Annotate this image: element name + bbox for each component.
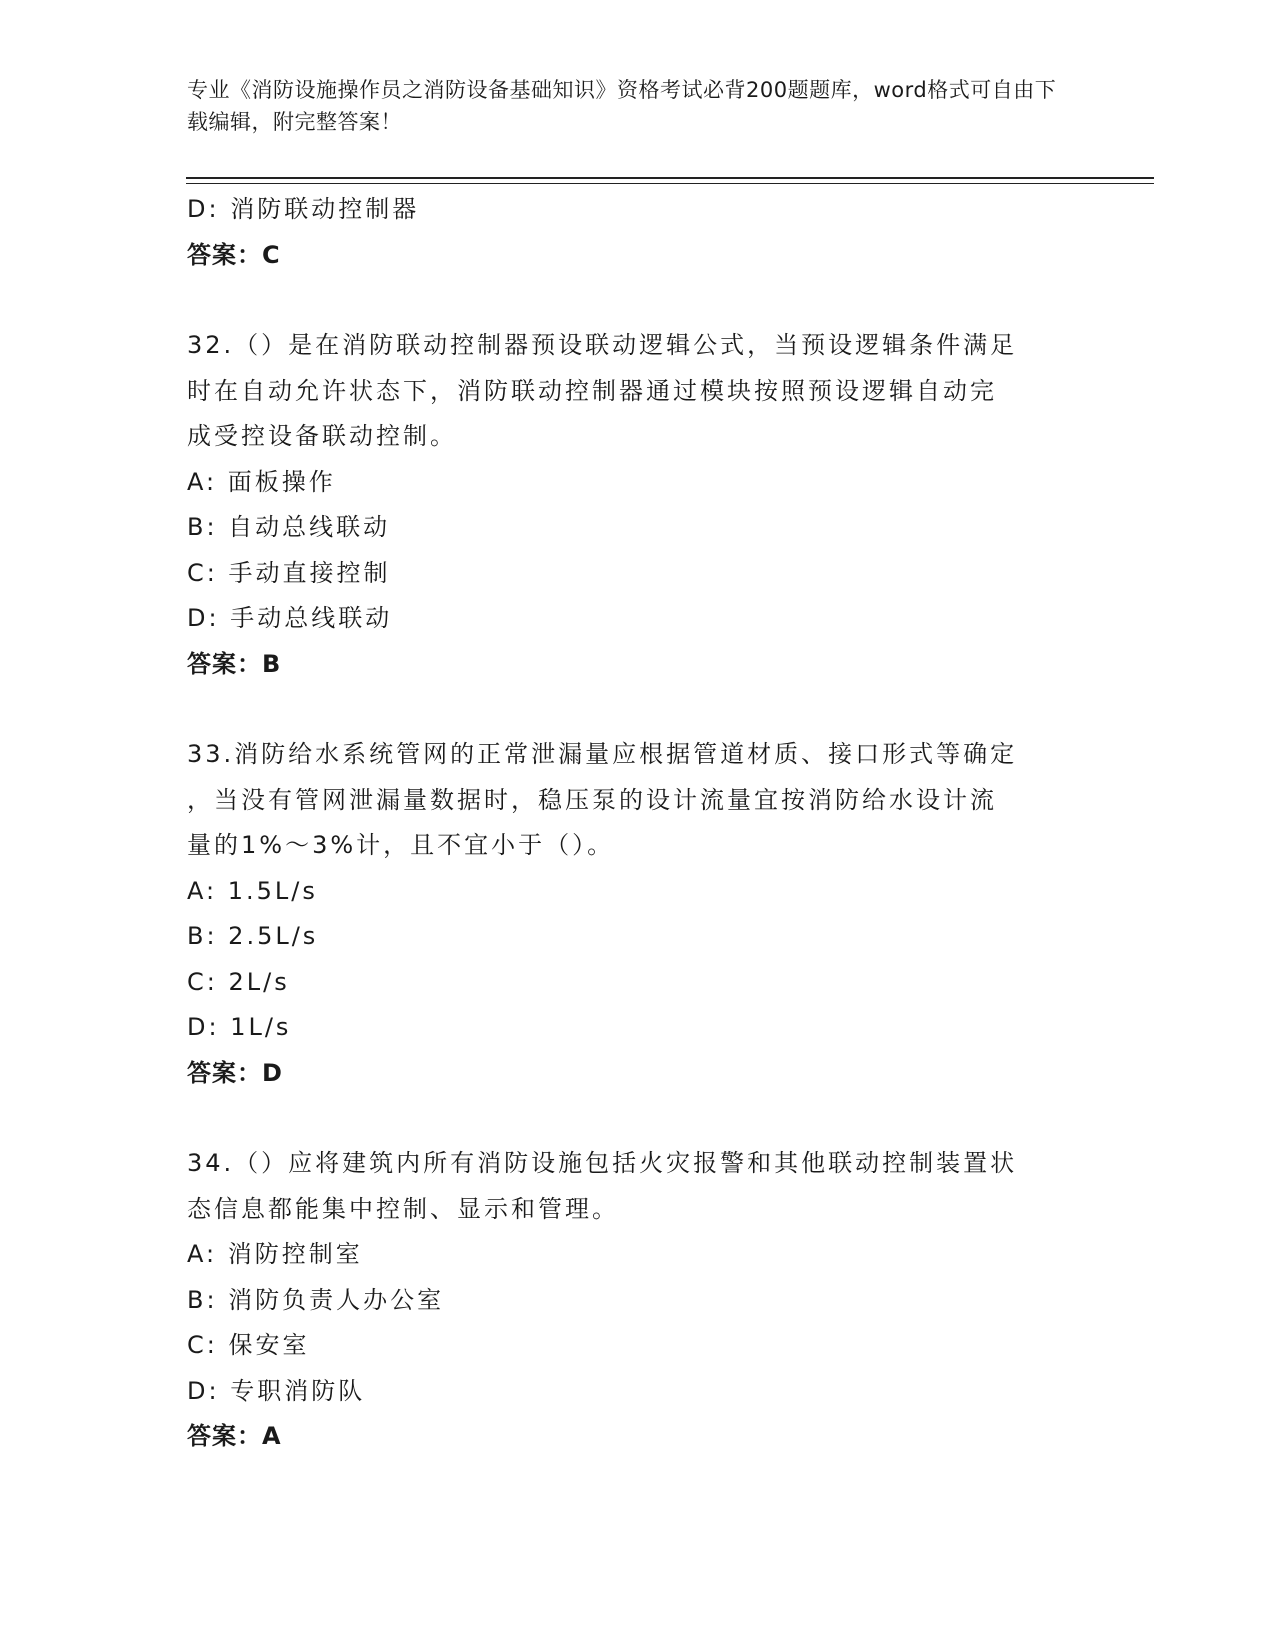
option-a: A: 1.5L/s xyxy=(187,876,318,905)
question-33 xyxy=(187,732,1087,1096)
option-d: D: 消防联动控制器 xyxy=(187,195,420,223)
option-b: B: 2.5L/s xyxy=(187,922,319,950)
option-c: C: 2L/s xyxy=(187,967,290,996)
spacer xyxy=(187,1096,1087,1141)
answer-line: 答案：B xyxy=(187,649,282,678)
option-b: B: 消防负责人办公室 xyxy=(187,1285,445,1314)
option-a: A: 消防控制室 xyxy=(187,1240,363,1268)
question-list xyxy=(187,187,1087,1460)
previous-question-tail xyxy=(187,187,1087,278)
header-divider-thick xyxy=(186,177,1154,179)
answer-line: 答案：C xyxy=(187,240,281,269)
question-stem-line: 成受控设备联动控制。 xyxy=(187,422,457,450)
option-d: D: 手动总线联动 xyxy=(187,604,393,632)
option-c: C: 手动直接控制 xyxy=(187,558,391,587)
option-d: D: 1L/s xyxy=(187,1013,292,1041)
header-divider-thin xyxy=(186,183,1154,184)
question-stem-line: 量的1%～3%计，且不宜小于（）。 xyxy=(187,831,615,859)
question-stem-line: 34.（）应将建筑内所有消防设施包括火灾报警和其他联动控制装置状 xyxy=(187,1149,1018,1177)
spacer xyxy=(187,687,1087,732)
option-a: A: 面板操作 xyxy=(187,467,336,496)
question-stem-line: 33.消防给水系统管网的正常泄漏量应根据管道材质、接口形式等确定 xyxy=(187,740,1018,768)
question-stem-line: 态信息都能集中控制、显示和管理。 xyxy=(187,1194,619,1223)
option-b: B: 自动总线联动 xyxy=(187,513,391,541)
spacer xyxy=(187,278,1087,323)
question-stem-line: 时在自动允许状态下，消防联动控制器通过模块按照预设逻辑自动完 xyxy=(187,376,997,405)
document-header: 专业《消防设施操作员之消防设备基础知识》资格考试必背200题题库，word格式可自由下载编辑，附完整答案！ xyxy=(187,78,1057,134)
answer-line: 答案：A xyxy=(187,1422,282,1450)
question-32 xyxy=(187,323,1087,687)
option-c: C: 保安室 xyxy=(187,1331,310,1359)
question-stem-line: ，当没有管网泄漏量数据时，稳压泵的设计流量宜按消防给水设计流 xyxy=(187,785,997,814)
answer-line: 答案：D xyxy=(187,1058,283,1087)
option-d: D: 专职消防队 xyxy=(187,1376,366,1405)
question-34 xyxy=(187,1141,1087,1460)
question-stem-line: 32.（）是在消防联动控制器预设联动逻辑公式，当预设逻辑条件满足 xyxy=(187,331,1018,359)
